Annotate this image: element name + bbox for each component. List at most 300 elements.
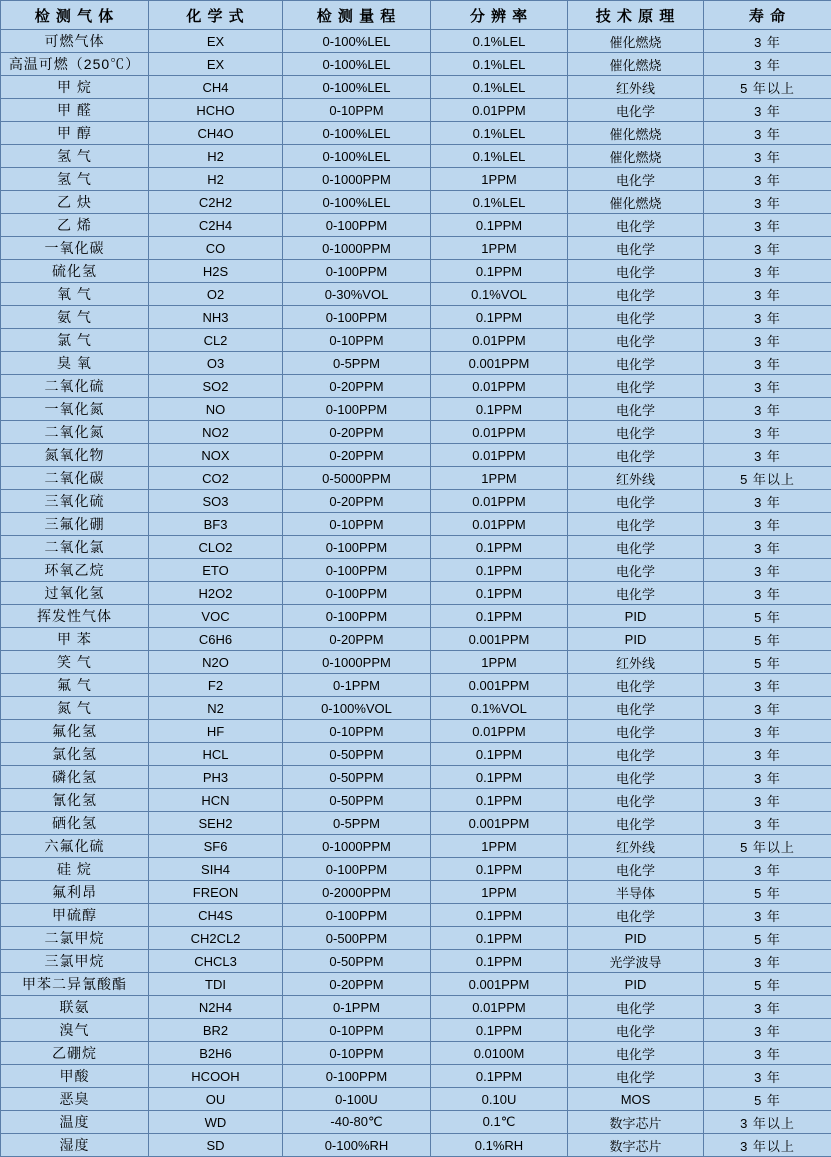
table-row xyxy=(1,283,831,306)
cell-gas-name: 二氧化碳 xyxy=(1,467,149,490)
cell-chemical-formula: SO2 xyxy=(149,375,283,398)
cell-technical-principle: 催化燃烧 xyxy=(568,191,704,214)
cell-chemical-formula: VOC xyxy=(149,605,283,628)
cell-gas-name: 一氧化氮 xyxy=(1,398,149,421)
cell-detection-range: 0-100PPM xyxy=(283,536,431,559)
cell-detection-range: 0-5PPM xyxy=(283,812,431,835)
cell-technical-principle: 红外线 xyxy=(568,651,704,674)
cell-detection-range: -40-80℃ xyxy=(283,1111,431,1134)
cell-detection-range: 0-1000PPM xyxy=(283,835,431,858)
cell-detection-range: 0-100PPM xyxy=(283,582,431,605)
cell-technical-principle: 红外线 xyxy=(568,835,704,858)
cell-resolution: 0.1PPM xyxy=(431,559,568,582)
table-row xyxy=(1,490,831,513)
cell-service-life: 5 年以上 xyxy=(704,467,831,490)
cell-gas-name: 恶臭 xyxy=(1,1088,149,1111)
cell-chemical-formula: O3 xyxy=(149,352,283,375)
cell-resolution: 0.1PPM xyxy=(431,950,568,973)
table-row xyxy=(1,168,831,191)
cell-service-life: 3 年 xyxy=(704,858,831,881)
cell-technical-principle: 电化学 xyxy=(568,789,704,812)
cell-resolution: 0.01PPM xyxy=(431,375,568,398)
table-row xyxy=(1,628,831,651)
cell-resolution: 0.1PPM xyxy=(431,398,568,421)
cell-resolution: 0.001PPM xyxy=(431,628,568,651)
cell-resolution: 0.10U xyxy=(431,1088,568,1111)
table-row xyxy=(1,1088,831,1111)
cell-gas-name: 笑 气 xyxy=(1,651,149,674)
cell-gas-name: 三氧化硫 xyxy=(1,490,149,513)
cell-chemical-formula: HCN xyxy=(149,789,283,812)
cell-gas-name: 甲 醇 xyxy=(1,122,149,145)
cell-chemical-formula: CLO2 xyxy=(149,536,283,559)
cell-detection-range: 0-10PPM xyxy=(283,329,431,352)
cell-chemical-formula: SF6 xyxy=(149,835,283,858)
cell-gas-name: 氯 气 xyxy=(1,329,149,352)
cell-resolution: 0.01PPM xyxy=(431,720,568,743)
cell-detection-range: 0-20PPM xyxy=(283,444,431,467)
cell-service-life: 3 年 xyxy=(704,145,831,168)
cell-service-life: 3 年 xyxy=(704,30,831,53)
cell-technical-principle: 电化学 xyxy=(568,398,704,421)
cell-technical-principle: 电化学 xyxy=(568,329,704,352)
cell-resolution: 0.1%VOL xyxy=(431,283,568,306)
cell-gas-name: 环氧乙烷 xyxy=(1,559,149,582)
table-row xyxy=(1,536,831,559)
cell-chemical-formula: B2H6 xyxy=(149,1042,283,1065)
cell-chemical-formula: CH4S xyxy=(149,904,283,927)
cell-technical-principle: 催化燃烧 xyxy=(568,122,704,145)
cell-chemical-formula: NH3 xyxy=(149,306,283,329)
cell-chemical-formula: SEH2 xyxy=(149,812,283,835)
cell-service-life: 5 年 xyxy=(704,973,831,996)
table-row xyxy=(1,605,831,628)
cell-technical-principle: 电化学 xyxy=(568,697,704,720)
cell-gas-name: 氟化氢 xyxy=(1,720,149,743)
cell-detection-range: 0-1000PPM xyxy=(283,651,431,674)
cell-resolution: 0.01PPM xyxy=(431,421,568,444)
cell-technical-principle: 催化燃烧 xyxy=(568,145,704,168)
cell-gas-name: 氮氧化物 xyxy=(1,444,149,467)
cell-chemical-formula: CHCL3 xyxy=(149,950,283,973)
cell-gas-name: 硅 烷 xyxy=(1,858,149,881)
cell-chemical-formula: H2O2 xyxy=(149,582,283,605)
cell-service-life: 5 年 xyxy=(704,881,831,904)
cell-technical-principle: 数字芯片 xyxy=(568,1111,704,1134)
cell-chemical-formula: HCL xyxy=(149,743,283,766)
cell-service-life: 3 年 xyxy=(704,191,831,214)
cell-resolution: 0.001PPM xyxy=(431,352,568,375)
cell-gas-name: 甲苯二异氰酸酯 xyxy=(1,973,149,996)
cell-technical-principle: 电化学 xyxy=(568,766,704,789)
cell-technical-principle: 光学波导 xyxy=(568,950,704,973)
cell-gas-name: 氢 气 xyxy=(1,168,149,191)
cell-detection-range: 0-100U xyxy=(283,1088,431,1111)
cell-service-life: 3 年 xyxy=(704,352,831,375)
cell-chemical-formula: NOX xyxy=(149,444,283,467)
cell-service-life: 3 年 xyxy=(704,1065,831,1088)
cell-chemical-formula: H2 xyxy=(149,145,283,168)
cell-resolution: 0.1PPM xyxy=(431,306,568,329)
table-row xyxy=(1,352,831,375)
cell-technical-principle: 电化学 xyxy=(568,904,704,927)
cell-technical-principle: MOS xyxy=(568,1088,704,1111)
cell-chemical-formula: CL2 xyxy=(149,329,283,352)
cell-resolution: 0.1%LEL xyxy=(431,76,568,99)
cell-gas-name: 可燃气体 xyxy=(1,30,149,53)
cell-technical-principle: 电化学 xyxy=(568,582,704,605)
table-row xyxy=(1,950,831,973)
cell-service-life: 3 年 xyxy=(704,582,831,605)
cell-gas-name: 硒化氢 xyxy=(1,812,149,835)
cell-service-life: 5 年以上 xyxy=(704,76,831,99)
cell-technical-principle: 电化学 xyxy=(568,1042,704,1065)
cell-chemical-formula: BF3 xyxy=(149,513,283,536)
cell-resolution: 1PPM xyxy=(431,835,568,858)
cell-chemical-formula: BR2 xyxy=(149,1019,283,1042)
cell-gas-name: 高温可燃（250℃） xyxy=(1,53,149,76)
cell-gas-name: 甲酸 xyxy=(1,1065,149,1088)
cell-technical-principle: 电化学 xyxy=(568,260,704,283)
cell-gas-name: 氟 气 xyxy=(1,674,149,697)
table-row xyxy=(1,30,831,53)
cell-resolution: 0.1PPM xyxy=(431,766,568,789)
cell-technical-principle: 电化学 xyxy=(568,237,704,260)
cell-gas-name: 磷化氢 xyxy=(1,766,149,789)
cell-detection-range: 0-10PPM xyxy=(283,1019,431,1042)
table-row xyxy=(1,145,831,168)
cell-resolution: 0.1PPM xyxy=(431,858,568,881)
cell-gas-name: 二氧化氯 xyxy=(1,536,149,559)
table-row xyxy=(1,122,831,145)
cell-gas-name: 三氟化硼 xyxy=(1,513,149,536)
cell-resolution: 0.1PPM xyxy=(431,904,568,927)
cell-gas-name: 乙 炔 xyxy=(1,191,149,214)
cell-gas-name: 氧 气 xyxy=(1,283,149,306)
column-header-life: 寿 命 xyxy=(704,1,831,30)
table-row xyxy=(1,858,831,881)
cell-resolution: 0.1PPM xyxy=(431,260,568,283)
cell-gas-name: 三氯甲烷 xyxy=(1,950,149,973)
cell-technical-principle: 电化学 xyxy=(568,375,704,398)
cell-resolution: 1PPM xyxy=(431,467,568,490)
cell-detection-range: 0-500PPM xyxy=(283,927,431,950)
table-row xyxy=(1,651,831,674)
cell-technical-principle: 电化学 xyxy=(568,674,704,697)
cell-service-life: 5 年以上 xyxy=(704,835,831,858)
cell-chemical-formula: TDI xyxy=(149,973,283,996)
table-row xyxy=(1,99,831,122)
column-header-formula: 化 学 式 xyxy=(149,1,283,30)
cell-chemical-formula: N2O xyxy=(149,651,283,674)
cell-gas-name: 臭 氧 xyxy=(1,352,149,375)
cell-technical-principle: 半导体 xyxy=(568,881,704,904)
cell-detection-range: 0-100%LEL xyxy=(283,53,431,76)
cell-chemical-formula: F2 xyxy=(149,674,283,697)
cell-technical-principle: 电化学 xyxy=(568,214,704,237)
cell-service-life: 3 年 xyxy=(704,122,831,145)
cell-resolution: 0.01PPM xyxy=(431,490,568,513)
table-header xyxy=(1,1,831,30)
cell-gas-name: 甲 醛 xyxy=(1,99,149,122)
table-row xyxy=(1,306,831,329)
cell-detection-range: 0-50PPM xyxy=(283,950,431,973)
cell-gas-name: 挥发性气体 xyxy=(1,605,149,628)
table-row xyxy=(1,789,831,812)
cell-detection-range: 0-100%LEL xyxy=(283,191,431,214)
cell-technical-principle: 电化学 xyxy=(568,490,704,513)
cell-detection-range: 0-100PPM xyxy=(283,605,431,628)
cell-detection-range: 0-100%LEL xyxy=(283,30,431,53)
cell-service-life: 3 年 xyxy=(704,996,831,1019)
cell-gas-name: 乙 烯 xyxy=(1,214,149,237)
cell-technical-principle: 电化学 xyxy=(568,720,704,743)
table-row xyxy=(1,812,831,835)
cell-detection-range: 0-1000PPM xyxy=(283,168,431,191)
table-row xyxy=(1,1019,831,1042)
cell-resolution: 0.01PPM xyxy=(431,513,568,536)
cell-detection-range: 0-100PPM xyxy=(283,214,431,237)
table-body xyxy=(1,30,831,1157)
cell-resolution: 0.001PPM xyxy=(431,973,568,996)
cell-service-life: 3 年 xyxy=(704,674,831,697)
cell-chemical-formula: CH2CL2 xyxy=(149,927,283,950)
table-row xyxy=(1,329,831,352)
cell-service-life: 3 年 xyxy=(704,168,831,191)
cell-chemical-formula: ETO xyxy=(149,559,283,582)
cell-resolution: 0.1PPM xyxy=(431,743,568,766)
cell-detection-range: 0-50PPM xyxy=(283,789,431,812)
cell-chemical-formula: WD xyxy=(149,1111,283,1134)
cell-service-life: 3 年 xyxy=(704,329,831,352)
cell-detection-range: 0-5000PPM xyxy=(283,467,431,490)
cell-technical-principle: 催化燃烧 xyxy=(568,30,704,53)
cell-service-life: 3 年 xyxy=(704,559,831,582)
cell-detection-range: 0-100PPM xyxy=(283,306,431,329)
cell-service-life: 3 年以上 xyxy=(704,1134,831,1157)
cell-technical-principle: 电化学 xyxy=(568,352,704,375)
cell-resolution: 0.1PPM xyxy=(431,1019,568,1042)
cell-resolution: 0.1PPM xyxy=(431,214,568,237)
cell-service-life: 3 年 xyxy=(704,720,831,743)
cell-detection-range: 0-20PPM xyxy=(283,375,431,398)
cell-chemical-formula: PH3 xyxy=(149,766,283,789)
cell-resolution: 1PPM xyxy=(431,237,568,260)
cell-technical-principle: PID xyxy=(568,605,704,628)
cell-resolution: 1PPM xyxy=(431,651,568,674)
cell-gas-name: 温度 xyxy=(1,1111,149,1134)
cell-technical-principle: 数字芯片 xyxy=(568,1134,704,1157)
cell-detection-range: 0-10PPM xyxy=(283,513,431,536)
cell-technical-principle: 红外线 xyxy=(568,76,704,99)
cell-gas-name: 联氨 xyxy=(1,996,149,1019)
cell-detection-range: 0-100PPM xyxy=(283,858,431,881)
cell-gas-name: 二氧化硫 xyxy=(1,375,149,398)
cell-resolution: 0.1%LEL xyxy=(431,122,568,145)
cell-chemical-formula: FREON xyxy=(149,881,283,904)
cell-detection-range: 0-20PPM xyxy=(283,421,431,444)
table-row xyxy=(1,973,831,996)
cell-detection-range: 0-10PPM xyxy=(283,99,431,122)
cell-technical-principle: 电化学 xyxy=(568,1065,704,1088)
cell-service-life: 3 年 xyxy=(704,766,831,789)
cell-gas-name: 一氧化碳 xyxy=(1,237,149,260)
cell-service-life: 3 年 xyxy=(704,1042,831,1065)
cell-resolution: 0.1PPM xyxy=(431,582,568,605)
cell-detection-range: 0-50PPM xyxy=(283,766,431,789)
table-row xyxy=(1,996,831,1019)
cell-technical-principle: 电化学 xyxy=(568,996,704,1019)
cell-service-life: 3 年 xyxy=(704,260,831,283)
cell-technical-principle: 电化学 xyxy=(568,858,704,881)
cell-chemical-formula: HCOOH xyxy=(149,1065,283,1088)
column-header-range: 检 测 量 程 xyxy=(283,1,431,30)
cell-chemical-formula: CO2 xyxy=(149,467,283,490)
cell-detection-range: 0-20PPM xyxy=(283,973,431,996)
cell-gas-name: 二氯甲烷 xyxy=(1,927,149,950)
cell-service-life: 5 年 xyxy=(704,651,831,674)
cell-resolution: 0.001PPM xyxy=(431,812,568,835)
cell-resolution: 0.1%LEL xyxy=(431,30,568,53)
cell-chemical-formula: O2 xyxy=(149,283,283,306)
cell-resolution: 0.1%RH xyxy=(431,1134,568,1157)
cell-detection-range: 0-30%VOL xyxy=(283,283,431,306)
cell-technical-principle: 电化学 xyxy=(568,559,704,582)
cell-gas-name: 甲硫醇 xyxy=(1,904,149,927)
cell-chemical-formula: C6H6 xyxy=(149,628,283,651)
cell-resolution: 0.1%LEL xyxy=(431,191,568,214)
cell-resolution: 0.1%LEL xyxy=(431,145,568,168)
cell-chemical-formula: OU xyxy=(149,1088,283,1111)
cell-service-life: 3 年 xyxy=(704,950,831,973)
cell-resolution: 0.0100M xyxy=(431,1042,568,1065)
cell-service-life: 3 年 xyxy=(704,375,831,398)
cell-technical-principle: 电化学 xyxy=(568,444,704,467)
cell-detection-range: 0-100%LEL xyxy=(283,145,431,168)
cell-service-life: 3 年以上 xyxy=(704,1111,831,1134)
cell-gas-name: 氮 气 xyxy=(1,697,149,720)
cell-technical-principle: 电化学 xyxy=(568,283,704,306)
table-row xyxy=(1,214,831,237)
cell-service-life: 3 年 xyxy=(704,53,831,76)
cell-chemical-formula: NO2 xyxy=(149,421,283,444)
cell-technical-principle: 电化学 xyxy=(568,168,704,191)
cell-service-life: 5 年 xyxy=(704,628,831,651)
cell-technical-principle: PID xyxy=(568,927,704,950)
cell-chemical-formula: H2 xyxy=(149,168,283,191)
table-row xyxy=(1,260,831,283)
cell-chemical-formula: EX xyxy=(149,53,283,76)
cell-chemical-formula: SO3 xyxy=(149,490,283,513)
cell-service-life: 3 年 xyxy=(704,743,831,766)
cell-chemical-formula: SD xyxy=(149,1134,283,1157)
cell-chemical-formula: SIH4 xyxy=(149,858,283,881)
cell-resolution: 0.1%LEL xyxy=(431,53,568,76)
cell-chemical-formula: H2S xyxy=(149,260,283,283)
column-header-gas: 检 测 气 体 xyxy=(1,1,149,30)
table-row xyxy=(1,674,831,697)
cell-service-life: 3 年 xyxy=(704,99,831,122)
cell-gas-name: 硫化氢 xyxy=(1,260,149,283)
cell-service-life: 3 年 xyxy=(704,536,831,559)
table-row xyxy=(1,904,831,927)
cell-technical-principle: PID xyxy=(568,628,704,651)
cell-detection-range: 0-10PPM xyxy=(283,1042,431,1065)
cell-chemical-formula: EX xyxy=(149,30,283,53)
table-row xyxy=(1,53,831,76)
cell-service-life: 3 年 xyxy=(704,1019,831,1042)
cell-detection-range: 0-100PPM xyxy=(283,559,431,582)
cell-detection-range: 0-1PPM xyxy=(283,996,431,1019)
cell-technical-principle: 红外线 xyxy=(568,467,704,490)
cell-service-life: 3 年 xyxy=(704,697,831,720)
cell-service-life: 5 年 xyxy=(704,1088,831,1111)
table-row xyxy=(1,513,831,536)
table-row xyxy=(1,1065,831,1088)
cell-service-life: 3 年 xyxy=(704,490,831,513)
cell-technical-principle: 电化学 xyxy=(568,513,704,536)
cell-detection-range: 0-100PPM xyxy=(283,904,431,927)
column-header-resolution: 分 辨 率 xyxy=(431,1,568,30)
cell-resolution: 0.01PPM xyxy=(431,444,568,467)
cell-resolution: 0.1PPM xyxy=(431,1065,568,1088)
column-header-principle: 技 术 原 理 xyxy=(568,1,704,30)
table-row xyxy=(1,444,831,467)
cell-gas-name: 甲 苯 xyxy=(1,628,149,651)
cell-gas-name: 氟利昂 xyxy=(1,881,149,904)
cell-gas-name: 氨 气 xyxy=(1,306,149,329)
cell-service-life: 3 年 xyxy=(704,283,831,306)
cell-detection-range: 0-50PPM xyxy=(283,743,431,766)
cell-detection-range: 0-100PPM xyxy=(283,260,431,283)
table-row xyxy=(1,881,831,904)
cell-resolution: 0.1%VOL xyxy=(431,697,568,720)
cell-detection-range: 0-100%LEL xyxy=(283,76,431,99)
cell-detection-range: 0-20PPM xyxy=(283,490,431,513)
cell-technical-principle: 电化学 xyxy=(568,743,704,766)
cell-resolution: 0.01PPM xyxy=(431,996,568,1019)
cell-chemical-formula: HCHO xyxy=(149,99,283,122)
cell-gas-name: 氰化氢 xyxy=(1,789,149,812)
cell-service-life: 5 年 xyxy=(704,927,831,950)
cell-resolution: 0.1PPM xyxy=(431,536,568,559)
cell-resolution: 0.1PPM xyxy=(431,927,568,950)
table-row xyxy=(1,697,831,720)
cell-chemical-formula: CO xyxy=(149,237,283,260)
cell-technical-principle: 电化学 xyxy=(568,421,704,444)
cell-detection-range: 0-100%VOL xyxy=(283,697,431,720)
table-row xyxy=(1,1134,831,1157)
cell-resolution: 1PPM xyxy=(431,168,568,191)
table-row xyxy=(1,835,831,858)
cell-chemical-formula: N2H4 xyxy=(149,996,283,1019)
table-row xyxy=(1,398,831,421)
cell-detection-range: 0-100%RH xyxy=(283,1134,431,1157)
cell-gas-name: 过氧化氢 xyxy=(1,582,149,605)
table-row xyxy=(1,927,831,950)
table-row xyxy=(1,582,831,605)
cell-chemical-formula: CH4O xyxy=(149,122,283,145)
cell-technical-principle: 电化学 xyxy=(568,99,704,122)
table-row xyxy=(1,191,831,214)
cell-service-life: 3 年 xyxy=(704,812,831,835)
cell-gas-name: 乙硼烷 xyxy=(1,1042,149,1065)
cell-gas-name: 湿度 xyxy=(1,1134,149,1157)
cell-detection-range: 0-100PPM xyxy=(283,1065,431,1088)
cell-service-life: 3 年 xyxy=(704,513,831,536)
cell-service-life: 3 年 xyxy=(704,398,831,421)
table-header-row xyxy=(1,1,831,30)
